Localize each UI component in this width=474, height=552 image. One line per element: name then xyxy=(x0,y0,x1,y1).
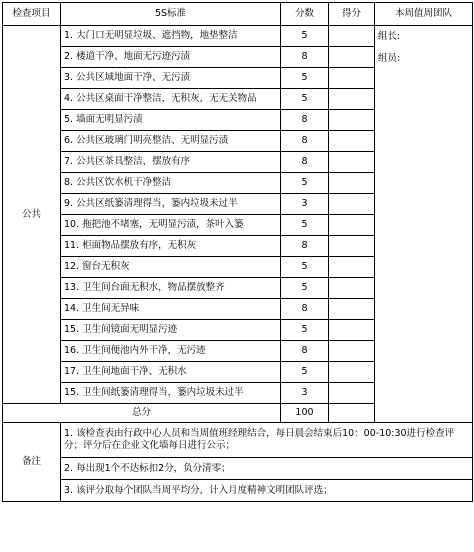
points-cell: 8 xyxy=(281,47,329,68)
standard-cell: 6. 公共区玻璃门明亮整洁、无明显污渍 xyxy=(61,131,281,152)
score-cell[interactable] xyxy=(329,320,375,341)
score-cell[interactable] xyxy=(329,26,375,47)
remarks-label: 备注 xyxy=(3,423,61,502)
header-row xyxy=(3,3,473,26)
total-score-cell[interactable] xyxy=(329,404,375,423)
standard-cell: 1. 大门口无明显垃圾、遮挡物，地垫整洁 xyxy=(61,26,281,47)
standard-cell: 8. 公共区饮水机干净整洁 xyxy=(61,173,281,194)
standard-cell: 13. 卫生间台面无积水，物品摆放整齐 xyxy=(61,278,281,299)
header-category: 检查项目 xyxy=(3,3,61,26)
points-cell: 3 xyxy=(281,194,329,215)
points-cell: 5 xyxy=(281,173,329,194)
points-cell: 8 xyxy=(281,299,329,320)
team-cell[interactable] xyxy=(375,26,473,423)
score-cell[interactable] xyxy=(329,341,375,362)
standard-cell: 15. 卫生间纸篓清理得当，篓内垃圾未过半 xyxy=(61,383,281,404)
standard-cell: 9. 公共区纸篓清理得当，篓内垃圾未过半 xyxy=(61,194,281,215)
standard-cell: 3. 公共区域地面干净、无污渍 xyxy=(61,68,281,89)
score-cell[interactable] xyxy=(329,89,375,110)
team-members-label: 组员: xyxy=(378,53,401,64)
standard-cell: 11. 柜面物品摆放有序，无积灰 xyxy=(61,236,281,257)
score-cell[interactable] xyxy=(329,278,375,299)
score-cell[interactable] xyxy=(329,194,375,215)
score-cell[interactable] xyxy=(329,236,375,257)
table-row xyxy=(3,26,473,47)
score-cell[interactable] xyxy=(329,362,375,383)
standard-cell: 5. 墙面无明显污渍 xyxy=(61,110,281,131)
standard-cell: 7. 公共区茶具整洁，摆放有序 xyxy=(61,152,281,173)
score-cell[interactable] xyxy=(329,299,375,320)
score-cell[interactable] xyxy=(329,257,375,278)
points-cell: 5 xyxy=(281,257,329,278)
remark-row xyxy=(3,480,473,502)
points-cell: 8 xyxy=(281,341,329,362)
score-cell[interactable] xyxy=(329,173,375,194)
header-team: 本周值周团队 xyxy=(375,3,473,26)
score-cell[interactable] xyxy=(329,110,375,131)
standard-cell: 12. 窗台无积灰 xyxy=(61,257,281,278)
standard-cell: 10. 拖把池不堵塞，无明显污渍，茶叶入篓 xyxy=(61,215,281,236)
points-cell: 8 xyxy=(281,236,329,257)
points-cell: 5 xyxy=(281,26,329,47)
category-cell: 公共 xyxy=(3,26,61,404)
remark-text: 1. 该检查表由行政中心人员和当周值班经理结合，每日晨会结束后10：00-10:30进行检查评分；评分后在企业文化墙每日进行公示； xyxy=(61,423,473,458)
standard-cell: 17. 卫生间地面干净、无积水 xyxy=(61,362,281,383)
inspection-table xyxy=(2,2,473,502)
score-cell[interactable] xyxy=(329,131,375,152)
standard-cell: 14. 卫生间无异味 xyxy=(61,299,281,320)
standard-cell: 4. 公共区桌面干净整洁，无积灰，无无关物品 xyxy=(61,89,281,110)
standard-cell: 15. 卫生间镜面无明显污迹 xyxy=(61,320,281,341)
score-cell[interactable] xyxy=(329,215,375,236)
score-cell[interactable] xyxy=(329,152,375,173)
score-cell[interactable] xyxy=(329,47,375,68)
points-cell: 5 xyxy=(281,89,329,110)
points-cell: 8 xyxy=(281,110,329,131)
remark-text: 3. 该评分取每个团队当周平均分，计入月度精神文明团队评选； xyxy=(61,480,473,502)
score-cell[interactable] xyxy=(329,383,375,404)
score-cell[interactable] xyxy=(329,68,375,89)
points-cell: 5 xyxy=(281,362,329,383)
header-standard: 5S标准 xyxy=(61,3,281,26)
team-leader-label: 组长: xyxy=(378,31,401,42)
total-points: 100 xyxy=(281,404,329,423)
remark-row xyxy=(3,458,473,480)
standard-cell: 16. 卫生间便池内外干净，无污迹 xyxy=(61,341,281,362)
header-score: 得分 xyxy=(329,3,375,26)
points-cell: 8 xyxy=(281,131,329,152)
points-cell: 3 xyxy=(281,383,329,404)
points-cell: 5 xyxy=(281,215,329,236)
remark-row xyxy=(3,423,473,458)
remark-text: 2. 每出现1个不达标扣2分，负分清零； xyxy=(61,458,473,480)
points-cell: 5 xyxy=(281,278,329,299)
header-points: 分数 xyxy=(281,3,329,26)
points-cell: 5 xyxy=(281,320,329,341)
standard-cell: 2. 楼道干净、地面无污迹污渍 xyxy=(61,47,281,68)
points-cell: 8 xyxy=(281,152,329,173)
total-label: 总分 xyxy=(3,404,281,423)
points-cell: 5 xyxy=(281,68,329,89)
